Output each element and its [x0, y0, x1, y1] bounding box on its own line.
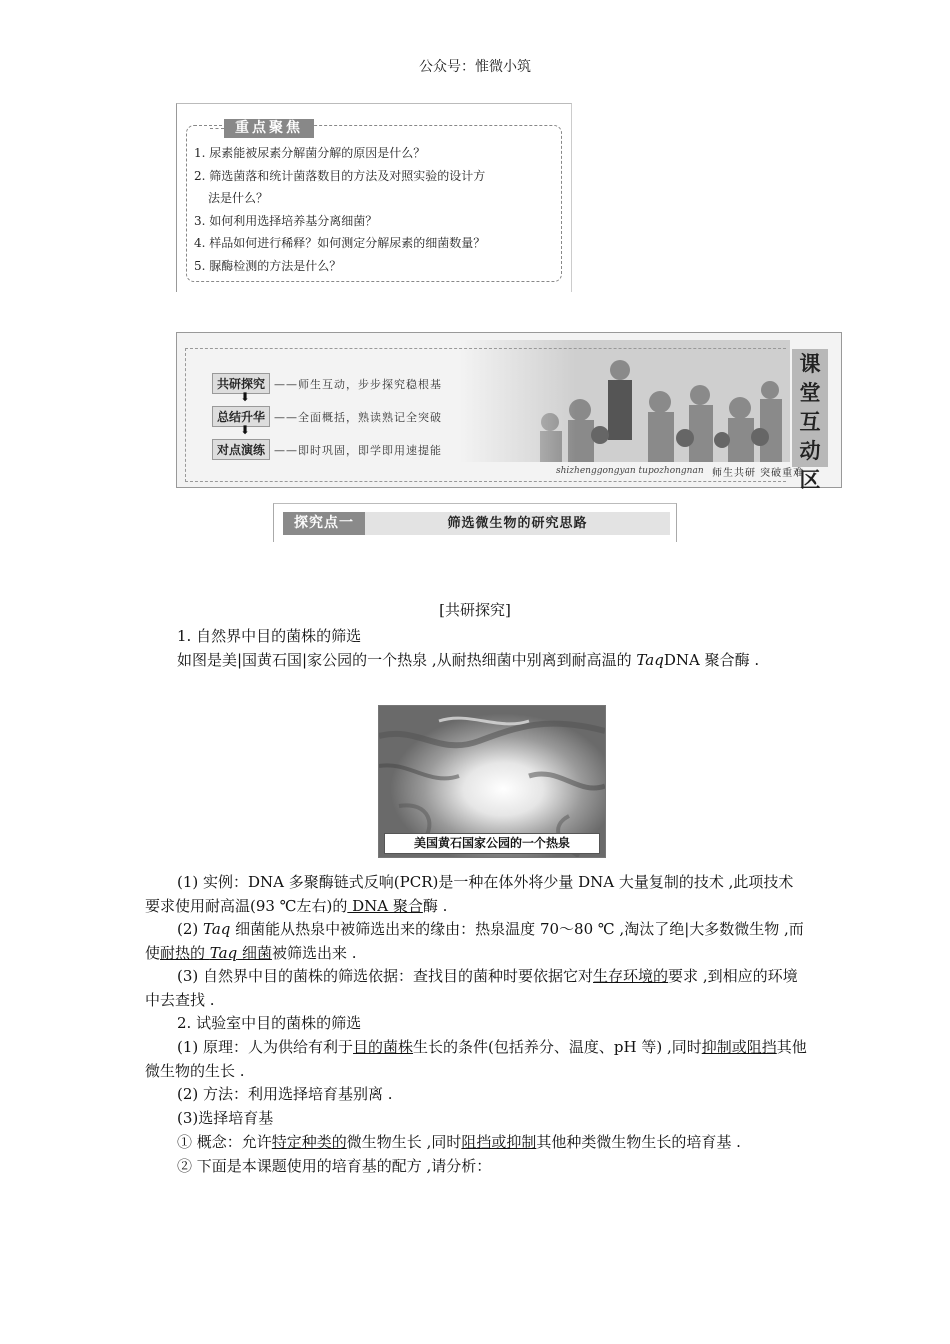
- banner-pinyin: shizhenggongyan tupozhongnan: [556, 466, 704, 476]
- flow-step-desc: ——即时巩固，即学即用速提能: [274, 444, 443, 457]
- focus-tag-line: [210, 128, 224, 129]
- focus-item: 3. 如何利用选择培养基分离细菌？: [194, 213, 378, 228]
- paragraph-1: (1) 实例：DNA 多聚酶链式反响(PCR)是一种在体外将少量 DNA 大量复制的技术 ,此项技术要求使用耐高温(93 ℃左右)的 DNA 聚合酶 .: [145, 873, 794, 915]
- side-title-char: 动: [799, 438, 821, 463]
- arrow-down-icon: ⬇: [240, 423, 251, 437]
- page-header: 公众号：惟微小筑: [419, 59, 531, 75]
- side-title-char: 互: [799, 409, 821, 434]
- subsection-title: [共研探究]: [439, 601, 511, 619]
- focus-item: 4. 样品如何进行稀释？如何测定分解尿素的细菌数量？: [194, 236, 486, 250]
- flow-step-desc: ——全面概括，熟读熟记全突破: [274, 411, 443, 424]
- section-title: 筛选微生物的研究思路: [447, 516, 588, 531]
- paragraph-6: (3)选择培育基: [177, 1109, 274, 1127]
- paragraph-8: ② 下面是本课题使用的培育基的配方 ,请分析：: [177, 1157, 492, 1175]
- heading-2: 2. 试验室中目的菌株的筛选: [177, 1014, 362, 1032]
- paragraph-3: (3) 自然界中目的菌株的筛选依据：查找目的菌种时要依据它对生存环境的要求 ,到相应的环境中去查找 .: [145, 967, 798, 1009]
- focus-item: 5. 脲酶检测的方法是什么？: [194, 258, 342, 273]
- paragraph-2: (2) Taq 细菌能从热泉中被筛选出来的缘由：热泉温度 70～80 ℃ ,淘汰了绝|大多数微生物 ,而使耐热的 Taq 细菌被筛选出来 .: [145, 920, 804, 962]
- banner-side-title: [792, 349, 828, 492]
- heading-1: 1. 自然界中目的菌株的筛选: [177, 627, 362, 645]
- flow-step-label: 共研探究: [212, 373, 270, 394]
- flow-step-label: 对点演练: [212, 439, 270, 460]
- banner-slogan: 师生共研 突破重难: [712, 468, 805, 479]
- side-title-char: 堂: [799, 380, 821, 405]
- focus-item: 法是什么？: [208, 191, 269, 205]
- focus-tag: 重点聚焦: [224, 119, 314, 138]
- flow-step-label: 总结升华: [212, 406, 270, 427]
- focus-list: [194, 142, 560, 277]
- focus-item: 1. 尿素能被尿素分解菌分解的原因是什么？: [194, 146, 426, 160]
- side-title-char: 课: [799, 351, 821, 376]
- arrow-down-icon: ⬇: [240, 390, 251, 404]
- photo-caption: 美国黄石国家公园的一个热泉: [384, 833, 600, 854]
- paragraph-5: (2) 方法：利用选择培育基别离 .: [177, 1085, 393, 1103]
- paragraph-4: (1) 原理：人为供给有利于目的菌株生长的条件(包括养分、温度、pH 等) ,同时抑制或阻挡其他微生物的生长 .: [145, 1038, 807, 1080]
- focus-item: 2. 筛选菌落和统计菌落数目的方法及对照实验的设计方: [194, 168, 486, 183]
- paragraph-7: ① 概念：允许特定种类的微生物生长 ,同时阻挡或抑制其他种类微生物生长的培育基 .: [177, 1133, 741, 1151]
- intro-paragraph: 如图是美|国黄石国|家公园的一个热泉 ,从耐热细菌中别离到耐高温的 TaqDNA 聚合酶 .: [177, 651, 760, 669]
- flow-step-desc: ——师生互动，步步探究稳根基: [274, 378, 443, 391]
- side-title-char: 区: [799, 467, 821, 492]
- flow-step-3: [212, 439, 442, 460]
- section-tag: 探究点一: [283, 512, 365, 535]
